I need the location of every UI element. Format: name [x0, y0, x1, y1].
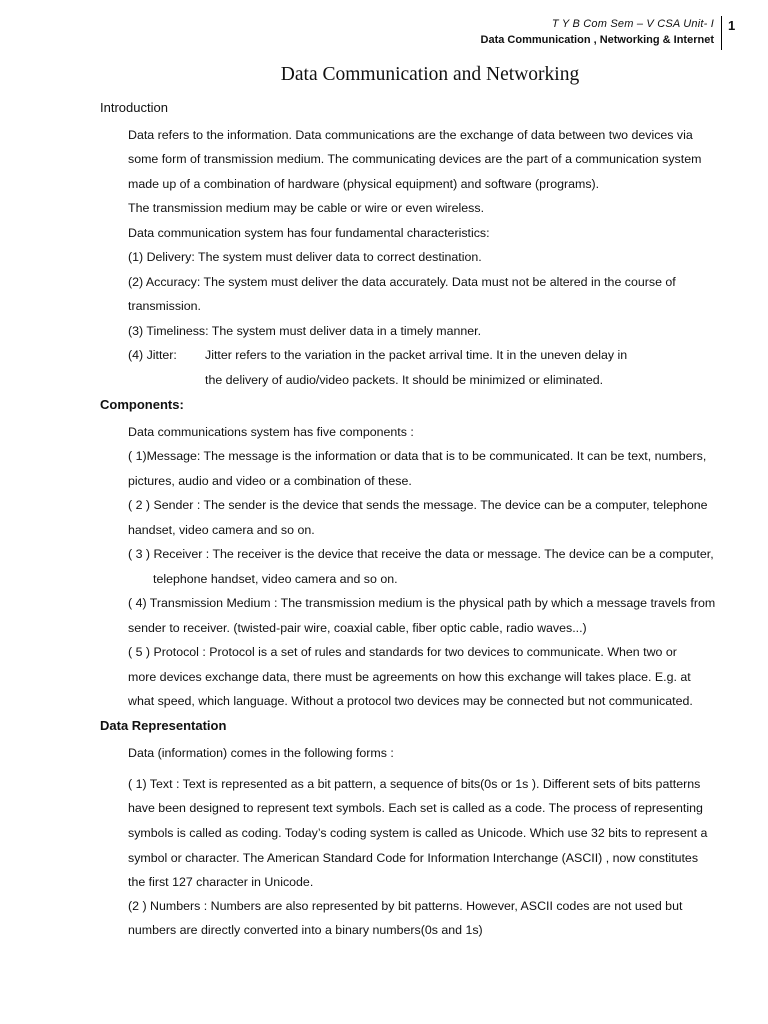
paragraph-line: Data communications system has five components :	[128, 425, 414, 439]
list-item: Jitter refers to the variation in the packet arrival time. It in the uneven delay in	[205, 348, 628, 362]
list-item: ( 4) Transmission Medium : The transmission medium is the physical path by which a message travels from	[128, 596, 716, 610]
list-item: (1) Delivery: The system must deliver data to correct destination.	[128, 250, 482, 264]
section-heading-data-representation: Data Representation	[100, 718, 227, 733]
list-item-continuation: more devices exchange data, there must be agreements on how this exchange will takes place. E.g. at	[128, 670, 691, 684]
list-item: ( 3 ) Receiver : The receiver is the device that receive the data or message. The device can be a computer,	[128, 547, 714, 561]
list-item-continuation: the first 127 character in Unicode.	[128, 875, 314, 889]
paragraph-line: made up of a combination of hardware (physical equipment) and software (programs).	[128, 177, 600, 191]
list-item-continuation: symbol or character. The American Standard Code for Information Interchange (ASCII) , now constitutes	[128, 851, 699, 865]
paragraph-line: Data communication system has four fundamental characteristics:	[128, 226, 490, 240]
page-header	[0, 16, 768, 50]
list-item-continuation: pictures, audio and video or a combination of these.	[128, 474, 412, 488]
list-item-continuation: telephone handset, video camera and so on.	[153, 572, 398, 586]
list-item-label: (4) Jitter:	[128, 348, 177, 362]
section-heading-components: Components:	[100, 397, 184, 412]
section-heading-introduction: Introduction	[100, 100, 168, 115]
header-divider	[721, 16, 722, 50]
list-item-continuation: what speed, which language. Without a protocol two devices may be connected but not communicated.	[128, 694, 693, 708]
list-item: (2 ) Numbers : Numbers are also represented by bit patterns. However, ASCII codes are not used but	[128, 899, 683, 913]
list-item: ( 2 ) Sender : The sender is the device that sends the message. The device can be a computer, telephone	[128, 498, 708, 512]
list-item: ( 1) Text : Text is represented as a bit pattern, a sequence of bits(0s or 1s ). Different sets of bits patterns	[128, 777, 701, 791]
list-item-continuation: transmission.	[128, 299, 201, 313]
list-item-continuation: sender to receiver. (twisted-pair wire, coaxial cable, fiber optic cable, radio waves...)	[128, 621, 587, 635]
list-item: ( 5 ) Protocol : Protocol is a set of rules and standards for two devices to communicate. When two or	[128, 645, 677, 659]
list-item: (2) Accuracy: The system must deliver the data accurately. Data must not be altered in the course of	[128, 275, 676, 289]
page-number: 1	[728, 18, 736, 33]
list-item-continuation: handset, video camera and so on.	[128, 523, 315, 537]
list-item-continuation: the delivery of audio/video packets. It should be minimized or eliminated.	[205, 373, 604, 387]
document-title: Data Communication and Networking	[280, 64, 580, 85]
paragraph-line: The transmission medium may be cable or wire or even wireless.	[128, 201, 485, 215]
paragraph-line: Data (information) comes in the following forms :	[128, 746, 394, 760]
paragraph-line: Data refers to the information. Data communications are the exchange of data between two devices via	[128, 128, 693, 142]
list-item-continuation: have been designed to represent text symbols. Each set is called as a code. The process of representing	[128, 801, 703, 815]
header-subject-line: Data Communication , Networking & Internet	[480, 34, 714, 46]
list-item: ( 1)Message: The message is the information or data that is to be communicated. It can be text, numbers,	[128, 449, 707, 463]
list-item: (3) Timeliness: The system must deliver data in a timely manner.	[128, 324, 482, 338]
header-course-line: T Y B Com Sem – V CSA Unit- I	[551, 18, 714, 30]
list-item-continuation: numbers are directly converted into a binary numbers(0s and 1s)	[128, 923, 483, 937]
paragraph-line: some form of transmission medium. The communicating devices are the part of a communication system	[128, 152, 702, 166]
list-item-continuation: symbols is called as coding. Today’s coding system is called as Unicode. Which use 32 bits to represent a	[128, 826, 708, 840]
